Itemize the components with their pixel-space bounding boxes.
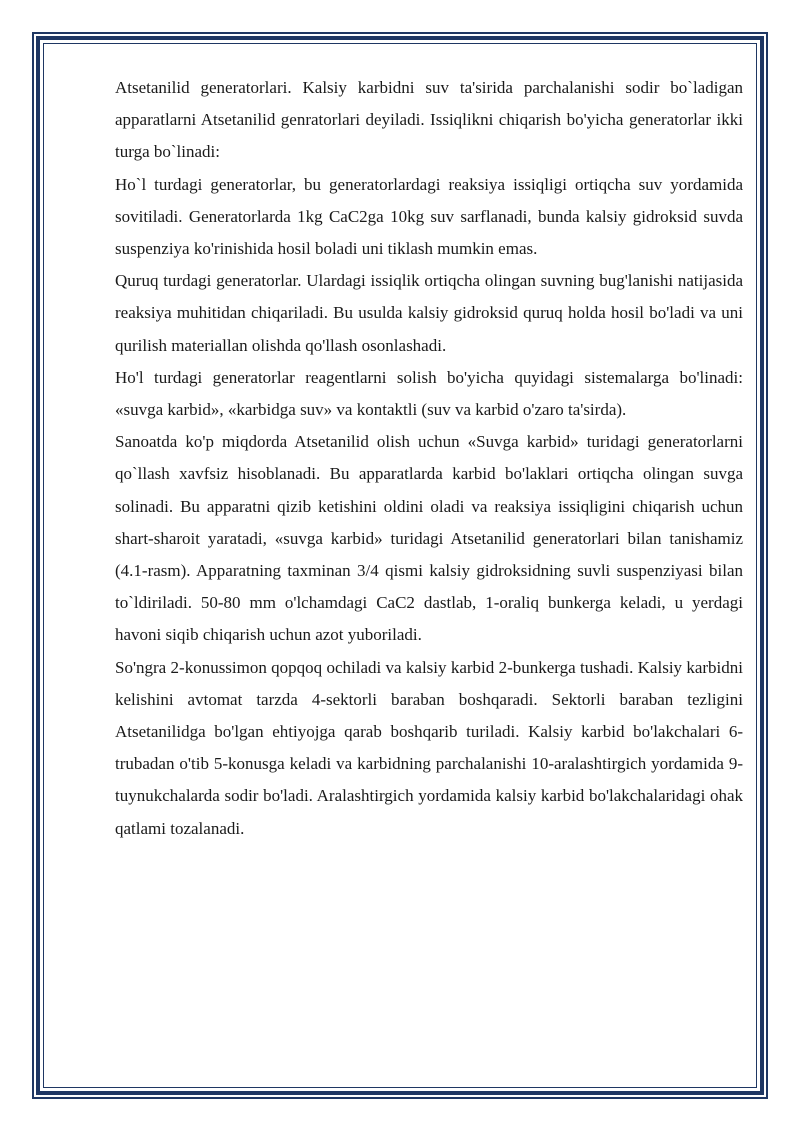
document-body (115, 72, 743, 845)
paragraph-reagent-systems: Ho'l turdagi generatorlar reagentlarni solish bo'yicha quyidagi sistemalarga bo'linadi: «suvga karbid», «karbidga suv» va kontaktli (suv va karbid o'zaro ta'sirda). (115, 367, 743, 420)
paragraph-wet-generators: Ho`l turdagi generatorlar, bu generatorlardagi reaksiya issiqligi ortiqcha suv yordamida sovitiladi. Generatorlarda 1kg CaC2ga 10kg suv sarflanadi, bunda kalsiy gidroksid suvda suspenziya ko'rinishida hosil boladi uni tiklash mumkin emas. (115, 174, 743, 259)
paragraph-industrial-use: Sanoatda ko'p miqdorda Atsetanilid olish uchun «Suvga karbid» turidagi generatorlarni qo`llash xavfsiz hisoblanadi. Bu apparatlarda karbid bo'laklari ortiqcha olingan suvga solinadi. Bu apparatni qizib ketishini oldini oladi va reaksiya issiqligini chiqarish uchun shart-sharoit yaratadi, «suvga karbid» turidagi Atsetanilid generatorlari bilan tanishamiz (4.1-rasm). Apparatning taxminan 3/4 qismi kalsiy gidroksidning suvli suspenziyasi bilan to`ldiriladi. 50-80 mm o'lchamdagi CaC2 dastlab, 1-oraliq bunkerga keladi, u yerdagi havoni siqib chiqarish uchun azot yuboriladi. (115, 432, 743, 645)
paragraph-process-description: So'ngra 2-konussimon qopqoq ochiladi va kalsiy karbid 2-bunkerga tushadi. Kalsiy karbidni kelishini avtomat tarzda 4-sektorli baraban boshqaradi. Sektorli baraban tezligini Atsetanilidga bo'lgan ehtiyojga qarab boshqarib turiladi. Kalsiy karbid bo'lakchalari 6-trubadan o'tib 5-konusga keladi va karbidning parchalanishi 10-aralashtirgich yordamida 9-tuynukchalarda sodir bo'ladi. Aralashtirgich yordamida kalsiy karbid bo'lakchalaridagi ohak qatlami tozalanadi. (115, 657, 743, 838)
paragraph-atsetanilid-generators: Atsetanilid generatorlari. Kalsiy karbidni suv ta'sirida parchalanishi sodir bo`ladigan apparatlarni Atsetanilid genratorlari deyiladi. Issiqlikni chiqarish bo'yicha generatorlar ikki turga bo`linadi: (115, 78, 743, 162)
paragraph-dry-generators: Quruq turdagi generatorlar. Ulardagi issiqlik ortiqcha olingan suvning bug'lanishi natijasida reaksiya muhitidan chiqariladi. Bu usulda kalsiy gidroksid quruq holda hosil bo'ladi va uni qurilish materiallan olishda qo'llash osonlashadi. (115, 271, 743, 355)
